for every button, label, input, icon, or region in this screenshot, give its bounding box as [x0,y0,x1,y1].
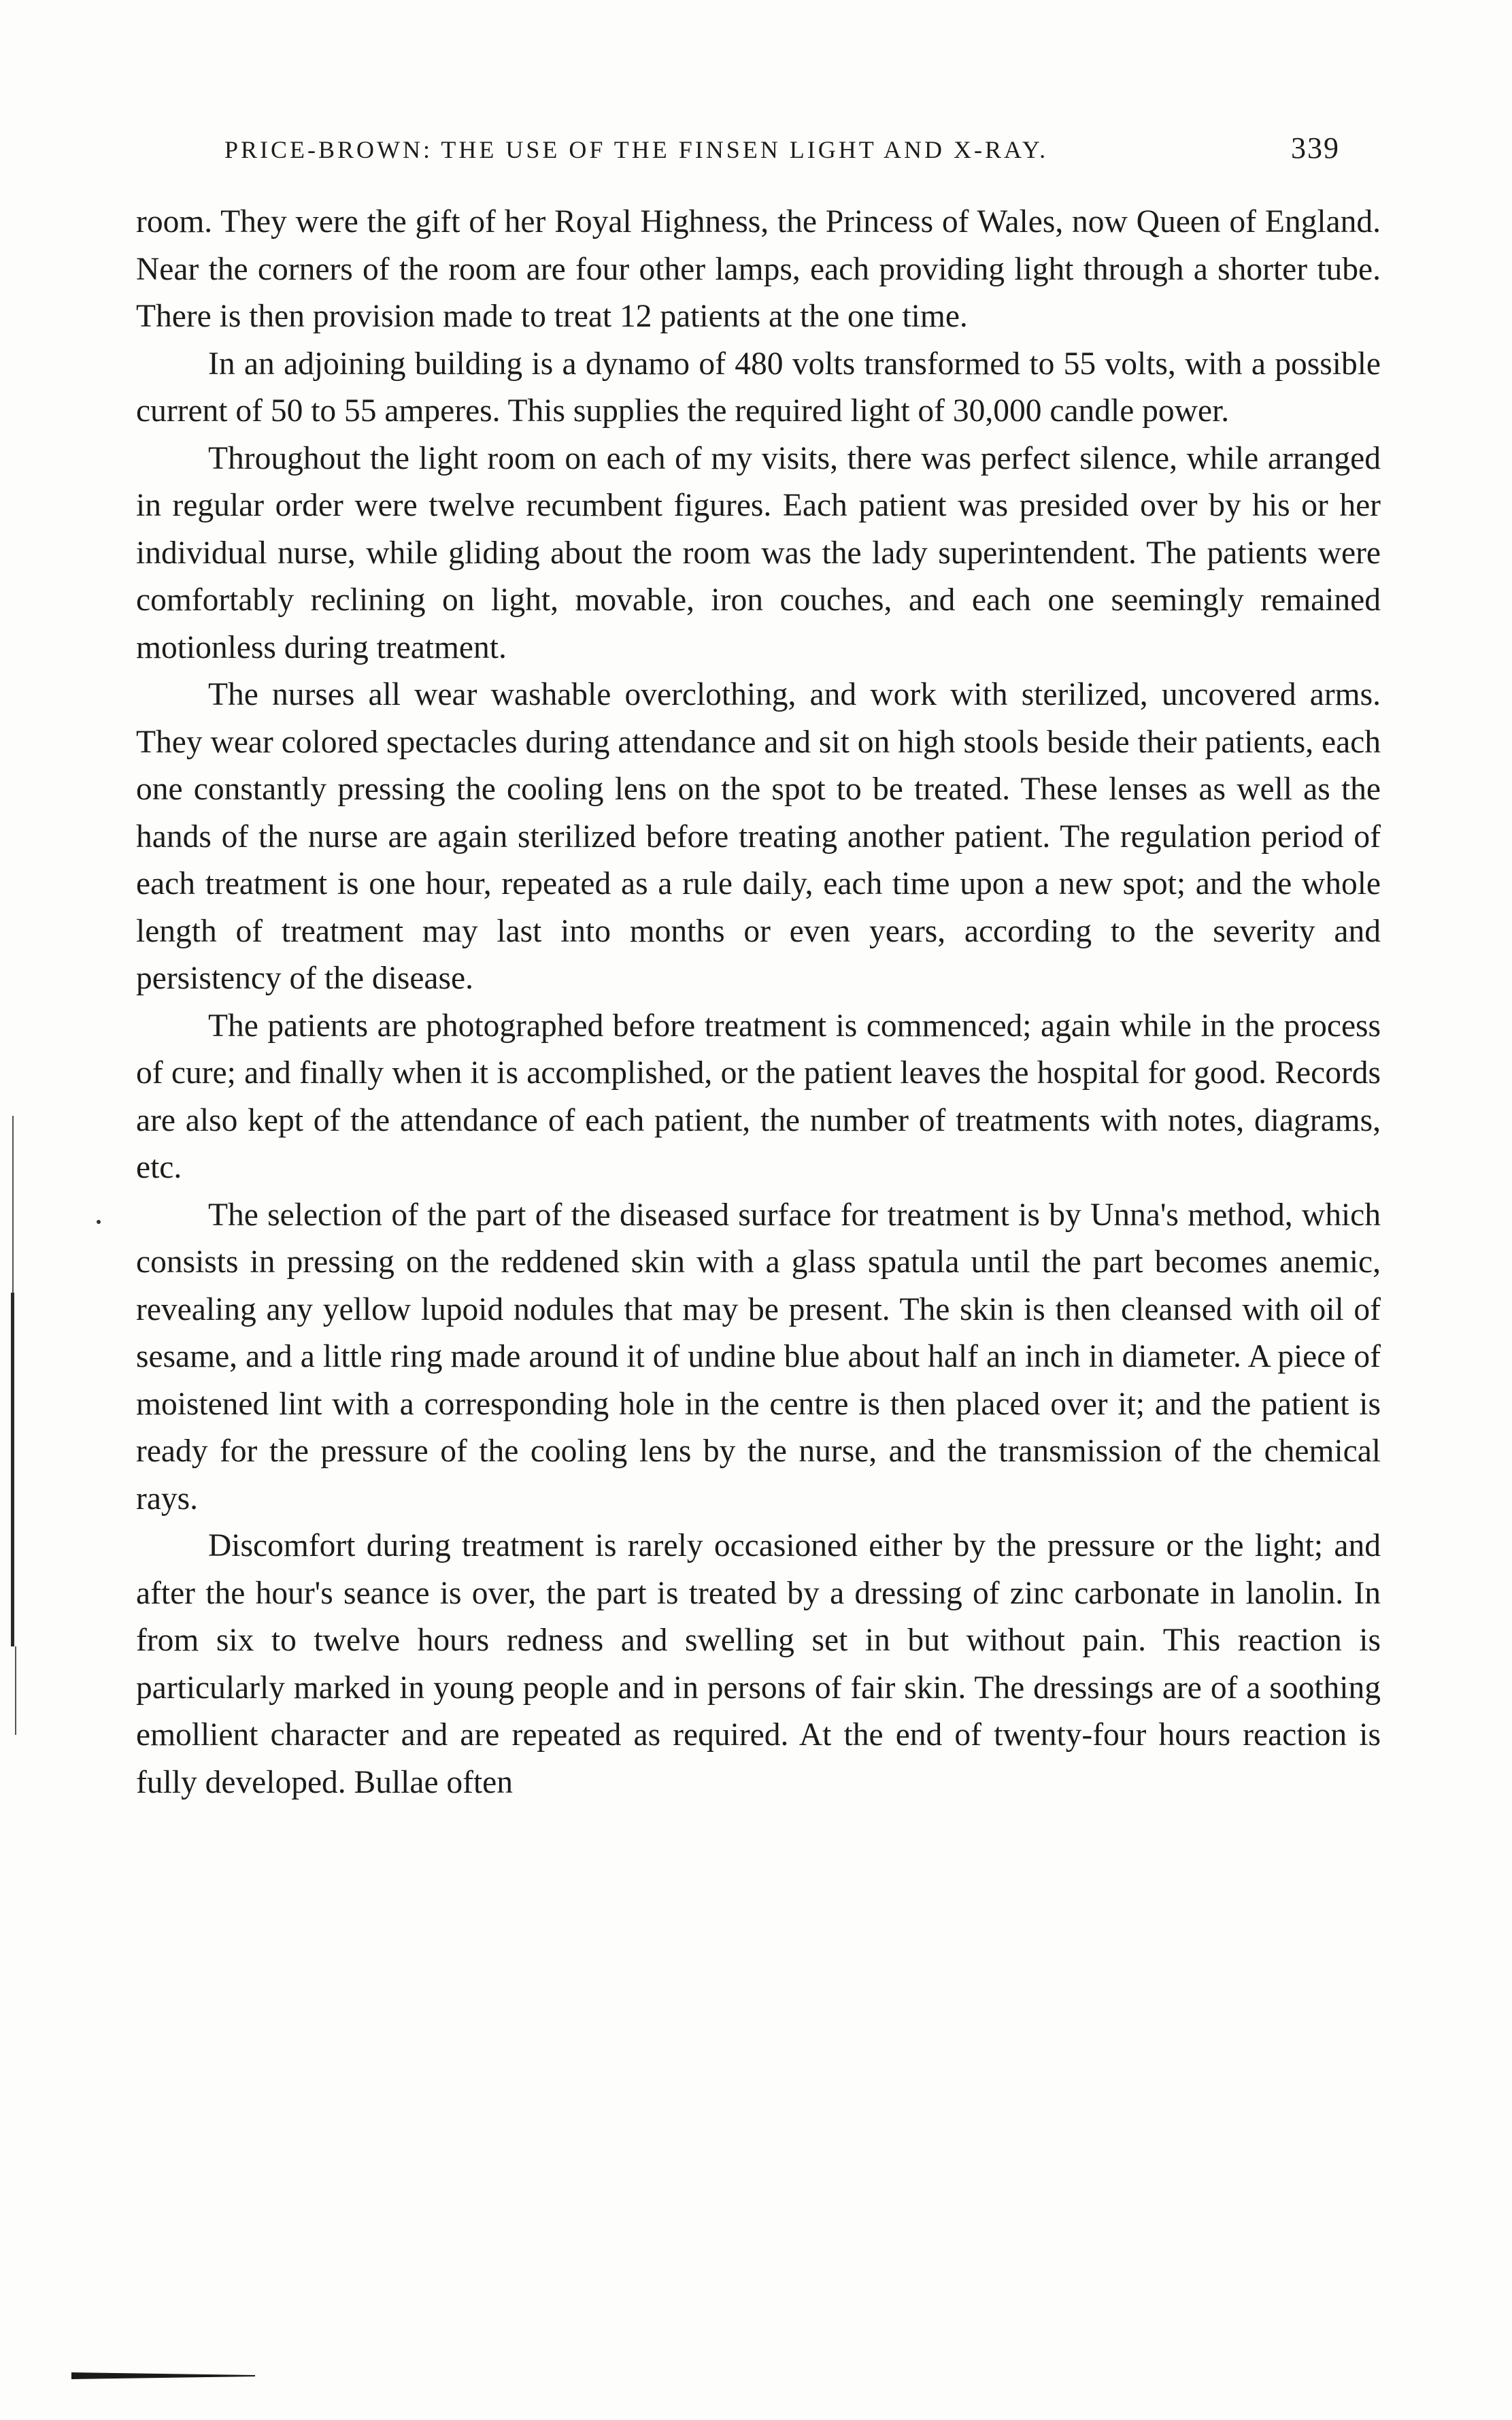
page-number: 339 [1291,131,1340,165]
running-header [224,131,1340,165]
article-body [136,199,1381,1806]
paragraph: The patients are photographed before treatment is commenced; again while in the process of cure; and finally when it is accomplished, or the patient leaves the hospital for good. Records are also kept of the attendance of each patient, the number of treatments with notes, diagrams, etc. [136,1008,1381,1185]
bottom-scan-rule [71,2372,255,2380]
bottom-rule-graphic [71,2372,255,2380]
scan-speck [97,1220,101,1224]
paragraph: The nurses all wear washable overclothing, and work with sterilized, uncovered arms. They wear colored spectacles during attendance and sit on high stools beside their patients, each one constantly pressing the cooling lens on the spot to be treated. These lenses as well as the hands of the nurse are again sterilized before treating another patient. The regulation period of each treatment is one hour, repeated as a rule daily, each time upon a new spot; and the whole length of treatment may last into months or even years, according to the severity and persistency of the disease. [136,677,1381,996]
paragraph: Discomfort during treatment is rarely occasioned either by the pressure or the light; and after the hour's seance is over, the part is treated by a dressing of zinc carbonate in lanolin. In from six to twelve hours redness and swelling set in but without pain. This reaction is particularly marked in young people and in persons of fair skin. The dressings are of a soothing emollient character and are repeated as required. At the end of twenty-four hours reaction is fully developed. Bullae often [136,1528,1381,1800]
scan-margin-shadow [12,1116,14,1293]
paragraph: room. They were the gift of her Royal Highness, the Princess of Wales, now Queen of England. Near the corners of the room are four other lamps, each providing light through a shorter tube. There is then provision made to treat 12 patients at the one time. [136,204,1381,334]
paragraph: The selection of the part of the diseased surface for treatment is by Unna's method, which consists in pressing on the reddened skin with a glass spatula until the part becomes anemic, revealing any yellow lupoid nodules that may be present. The skin is then cleansed with oil of sesame, and a little ring made around it of undine blue about half an inch in diameter. A piece of moistened lint with a corresponding hole in the centre is then placed over it; and the patient is ready for the pressure of the cooling lens by the nurse, and the transmission of the chemical rays. [136,1197,1381,1516]
scan-margin-shadow [11,1293,14,1646]
paragraph: In an adjoining building is a dynamo of 480 volts transformed to 55 volts, with a possible current of 50 to 55 amperes. This supplies the required light of 30,000 candle power. [136,346,1381,429]
scan-margin-shadow [15,1646,16,1735]
running-title: PRICE-BROWN: THE USE OF THE FINSEN LIGHT AND X-RAY. [224,136,1049,163]
paragraph: Throughout the light room on each of my visits, there was perfect silence, while arranged in regular order were twelve recumbent figures. Each patient was presided over by his or her individual nurse, while gliding about the room was the lady superintendent. The patients were comfortably reclining on light, movable, iron couches, and each one seemingly remained motionless during treatment. [136,440,1381,665]
